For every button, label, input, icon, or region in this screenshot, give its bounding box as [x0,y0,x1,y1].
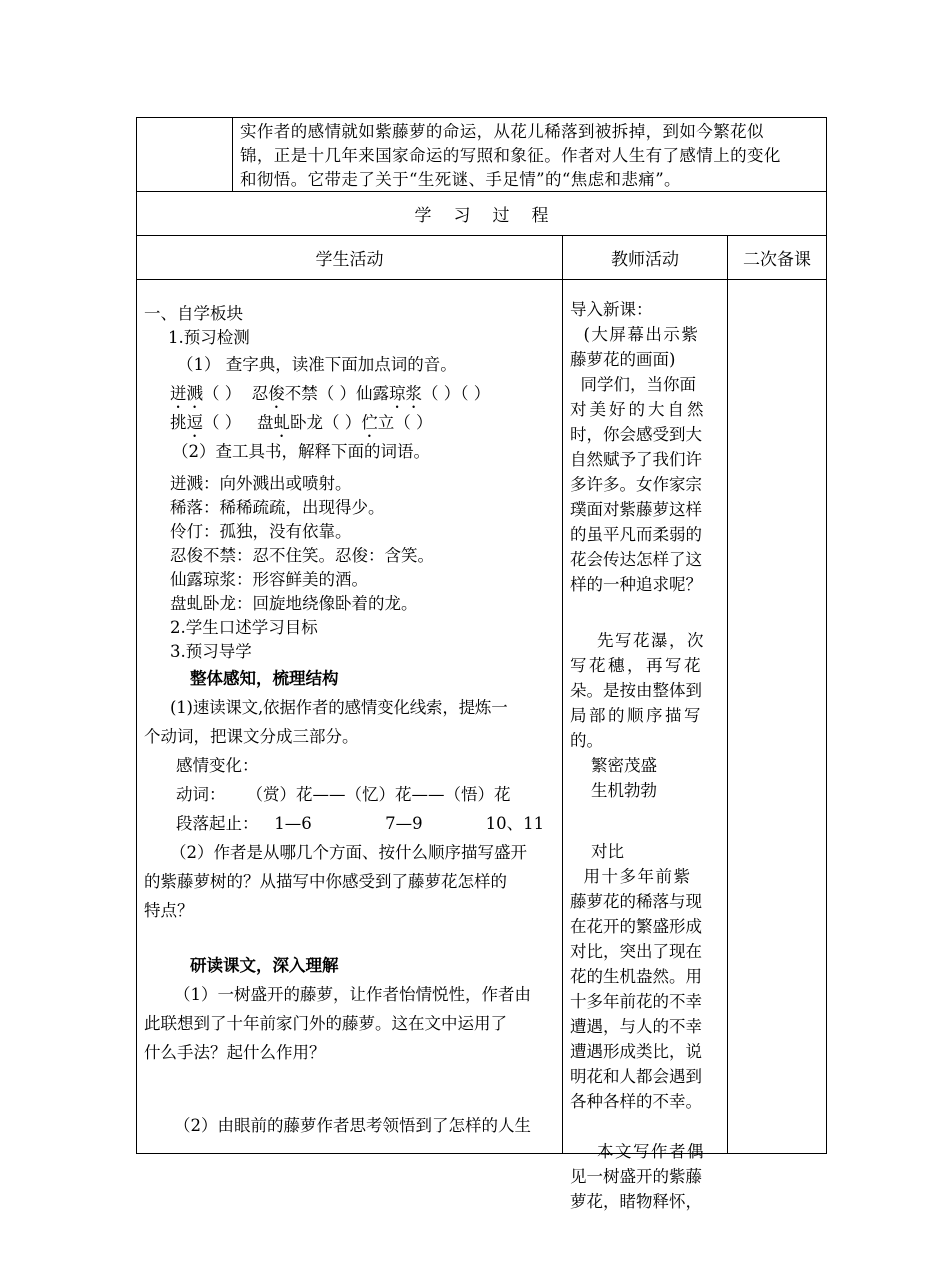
question-text: （2）由眼前的藤萝作者思考领悟到了怎样的人生 [174,1116,531,1135]
top-row-divider [232,117,233,192]
question-text: (1)速读课文,依据作者的感情变化线索，提炼一 [170,698,508,717]
section-heading: 一、自学板块 [144,304,243,323]
subsection-heading: 3.预习导学 [170,642,252,661]
instruction: （2）查工具书，解释下面的词语。 [172,442,430,461]
teacher-activity-column [570,297,726,1214]
teacher-text-line: 萝花，睹物释怀， [570,1192,702,1211]
text-line: 和彻悟。它带走了关于“生死谜、手足情”的“焦虑和悲痛”。 [240,170,681,189]
subsection-heading: 1.预习检测 [168,328,250,347]
word-dotted: 俊 [268,384,285,403]
question-text: 此联想到了十年前家门外的藤萝。这在文中运用了 [144,1014,507,1033]
definition: 仙露琼浆：形容鲜美的酒。 [170,570,368,589]
question-text: （2）作者是从哪几个方面、按什么顺序描写盛开 [170,843,527,862]
student-activity-column [144,302,560,1140]
definition: 迸溅：向外溅出或喷射。 [170,474,352,493]
teacher-second-divider [727,235,728,1154]
teacher-text-line: 自然赋予了我们许 [570,450,702,469]
definition: 忍俊不禁：忍不住笑。忍俊：含笑。 [170,546,434,565]
word: 盘 [257,413,274,432]
section-title-cell [137,192,826,235]
question-text: 个动词，把课文分成三部分。 [144,727,359,746]
header-student [137,236,562,279]
verbs-line: 动词： （赏）花——（忆）花——（悟）花 [176,785,511,804]
answer-blank: （ ） [203,384,242,403]
instruction: （1） 查字典，读准下面加点词的音。 [177,355,457,374]
paragraphs-line: 段落起止： 1—6 7—9 10、11 [176,814,545,833]
teacher-text-line: 对美好的大自然 [570,400,707,419]
answer-blank: （ ） [394,413,433,432]
teacher-text-line: 对比，突出了现在 [570,942,702,961]
bold-heading: 研读课文，深入理解 [190,956,339,975]
word: 仙露 [356,384,389,403]
teacher-text-line: 藤萝花的稀落与现 [570,892,702,911]
question-text: （1）一树盛开的藤萝，让作者怡情悦性，作者由 [174,985,531,1004]
student-teacher-divider [562,235,563,1154]
teacher-text-line: 多许多。女作家宗 [570,475,702,494]
teacher-text-line: 璞面对紫藤萝这样 [570,500,702,519]
teacher-text-line: 遭遇形成类比，说 [570,1042,702,1061]
top-row-text [240,120,822,192]
header-teacher-label: 教师活动 [611,250,679,270]
word-dotted: 浆 [405,384,422,403]
teacher-text-line: 明花和人都会遇到 [570,1067,702,1086]
word-dotted: 逗 [186,413,203,432]
pronunciation-row [144,379,560,408]
teacher-text-line: 花会传达怎样了这 [570,550,702,569]
word-dotted: 伫 [361,413,378,432]
answer-blank: （ ） [317,384,356,403]
teacher-text-line: 花的生机盎然。用 [570,967,702,986]
word: 立 [377,413,395,432]
answer-blank: （ ） [203,413,242,432]
definition: 稀落：稀稀疏疏，出现得少。 [170,498,385,517]
teacher-text-line: 对比 [570,842,624,861]
word: 挑 [170,413,187,432]
table-top-border [136,117,827,118]
text-line: 锦，正是十几年来国家命运的写照和象征。作者对人生有了感情上的变化 [240,146,781,165]
header-second-label: 二次备课 [743,250,811,270]
label-text: 感情变化： [176,756,259,775]
section-title: 学习过程 [414,206,571,226]
teacher-text-line: 见一树盛开的紫藤 [570,1167,702,1186]
teacher-text-line: 十多年前花的不幸 [570,992,702,1011]
definition: 伶仃：孤独，没有依靠。 [170,522,352,541]
teacher-text-line: 写花穗，再写花 [570,656,703,675]
word: 忍 [251,384,269,403]
teacher-text-line: 先写花瀑，次 [570,631,705,650]
table-right-border [826,117,827,1154]
teacher-text-line: 生机勃勃 [570,781,657,800]
row-divider [136,279,827,280]
question-text: 特点？ [144,901,194,920]
teacher-text-line: 导入新课： [570,300,653,319]
header-student-label: 学生活动 [315,250,384,270]
teacher-text-line: 在花开的繁盛形成 [570,917,702,936]
teacher-text-line: 时，你会感受到大 [570,425,702,444]
answer-blank: （ ） [323,413,362,432]
subsection-heading: 2.学生口述学习目标 [170,618,318,637]
teacher-text-line: 的。 [570,731,603,750]
teacher-text-line: 同学们，当你面 [570,375,696,394]
header-second [728,236,826,279]
word-dotted: 虬 [273,413,290,432]
teacher-text-line: 遭遇，与人的不幸 [570,1017,702,1036]
question-text: 的紫藤萝树的？从描写中你感受到了藤萝花怎样的 [144,872,507,891]
teacher-text-line: 局部的顺序描写 [570,706,703,725]
text-line: 实作者的感情就如紫藤萝的命运，从花儿稀落到被拆掉，到如今繁花似 [240,122,764,141]
word: 不禁 [284,384,318,403]
answer-blank: （ ）（ ） [422,384,491,403]
question-text: 什么手法？起什么作用？ [144,1043,326,1062]
teacher-text-line: 繁密茂盛 [570,756,657,775]
teacher-text-line: 本文写作者偶 [570,1142,705,1161]
teacher-text-line: 样的一种追求呢？ [570,575,702,594]
word-dotted: 琼 [389,384,406,403]
teacher-text-line: 的虽平凡而柔弱的 [570,525,702,544]
teacher-text-line: 朵。是按由整体到 [570,681,702,700]
pronunciation-row [144,408,560,437]
word: 卧龙 [290,413,323,432]
teacher-text-line: (大屏幕出示紫 [570,325,700,344]
header-teacher [563,236,727,279]
teacher-text-line: 各种各样的不幸。 [570,1092,702,1111]
teacher-text-line: 藤萝花的画面) [570,350,676,369]
bold-heading: 整体感知，梳理结构 [190,669,339,688]
word-dotted: 迸溅 [170,384,203,403]
definition: 盘虬卧龙：回旋地绕像卧着的龙。 [170,594,418,613]
teacher-text-line: 用十多年前紫 [570,867,692,886]
